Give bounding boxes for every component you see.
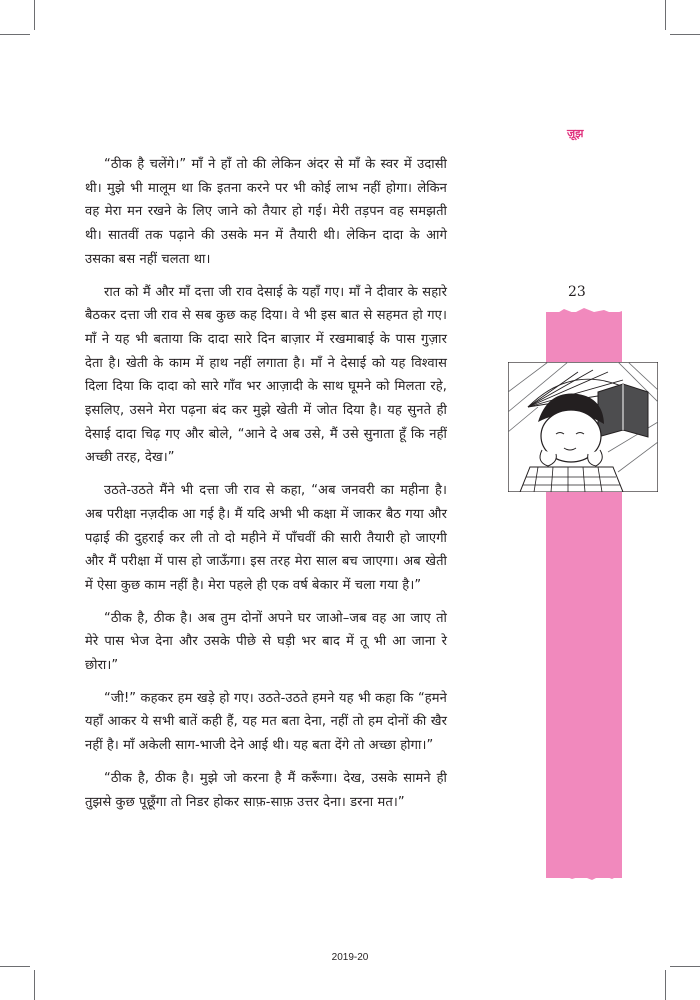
story-text — [85, 153, 447, 823]
page-number: 23 — [568, 284, 586, 300]
crop-mark — [34, 970, 35, 1000]
pink-band-torn-edge — [546, 870, 626, 882]
crop-mark — [0, 966, 30, 967]
chapter-title: ज़ूझ — [567, 127, 584, 140]
crop-mark — [670, 34, 700, 35]
paragraph: उठते-उठते मैंने भी दत्ता जी राव से कहा, “अब जनवरी का महीना है। अब परीक्षा नज़दीक आ गई है। मैं यदि अभी भी कक्षा में जाकर बैठ गया और पढ़ाई की दुहराई कर ली तो दो महीने में पाँचवीं की सारी तैयारी हो जाएगी और मैं परीक्षा में पास हो जाऊँगा। इस तरह मेरा साल बच जाएगा। अब खेती में ऐसा कुछ काम नहीं है। मेरा पहले ही एक वर्ष बेकार में चला गया है।” — [85, 483, 447, 593]
paragraph: “जी!” कहकर हम खड़े हो गए। उठते-उठते हमने यह भी कहा कि “हमने यहाँ आकर ये सभी बातें कही हैं, यह मत बता देना, नहीं तो हम दोनों की खैर नहीं है। माँ अकेली साग-भाजी देने आई थी। यह बता देंगे तो अच्छा होगा।” — [85, 690, 447, 754]
crop-mark — [34, 0, 35, 30]
crop-mark — [670, 966, 700, 967]
paragraph: रात को मैं और माँ दत्ता जी राव देसाई के यहाँ गए। माँ ने दीवार के सहारे बैठकर दत्ता जी राव से सब कुछ कह दिया। वे भी इस बात से सहमत हो गए। माँ ने यह भी बताया कि दादा सारे दिन बाज़ार में रखमाबाई के पास गुज़ार देता है। खेती के काम में हाथ नहीं लगाता है। माँ ने देसाई को यह विश्वास दिला दिया कि दादा को सारे गाँव भर आज़ादी के साथ घूमने को मिलता रहे, इसलिए, उसने मेरा पढ़ना बंद कर मुझे खेती में जोत दिया है। यह सुनते ही देसाई दादा चिढ़ गए और बोले, “आने दे अब उसे, मैं उसे सुनाता हूँ कि नहीं अच्छी तरह, देख।” — [85, 284, 447, 466]
footer-year: 2019-20 — [331, 952, 369, 963]
crop-mark — [0, 34, 30, 35]
crop-mark — [665, 0, 666, 30]
paragraph: “ठीक है चलेंगे।” माँ ने हाँ तो की लेकिन अंदर से माँ के स्वर में उदासी थी। मुझे भी मालूम था कि इतना करने पर भी कोई लाभ नहीं होगा। लेकिन वह मेरा मन रखने के लिए जाने को तैयार हो गई। मेरी तड़पन वह समझती थी। सातवीं तक पढ़ाने की उसके मन में तैयारी थी। लेकिन दादा के आगे उसका बस नहीं चलता था। — [85, 157, 447, 267]
crop-mark — [665, 970, 666, 1000]
boy-reading-book-illustration — [508, 362, 658, 492]
paragraph: “ठीक है, ठीक है। मुझे जो करना है मैं करूँगा। देख, उसके सामने ही तुझसे कुछ पूछूँगा तो निडर होकर साफ़-साफ़ उत्तर देना। डरना मत।” — [85, 770, 447, 810]
paragraph: “ठीक है, ठीक है। अब तुम दोनों अपने घर जाओ–जब वह आ जाए तो मेरे पास भेज देना और उसके पीछे से घड़ी भर बाद में तू भी आ जाना रे छोरा।” — [85, 610, 447, 674]
